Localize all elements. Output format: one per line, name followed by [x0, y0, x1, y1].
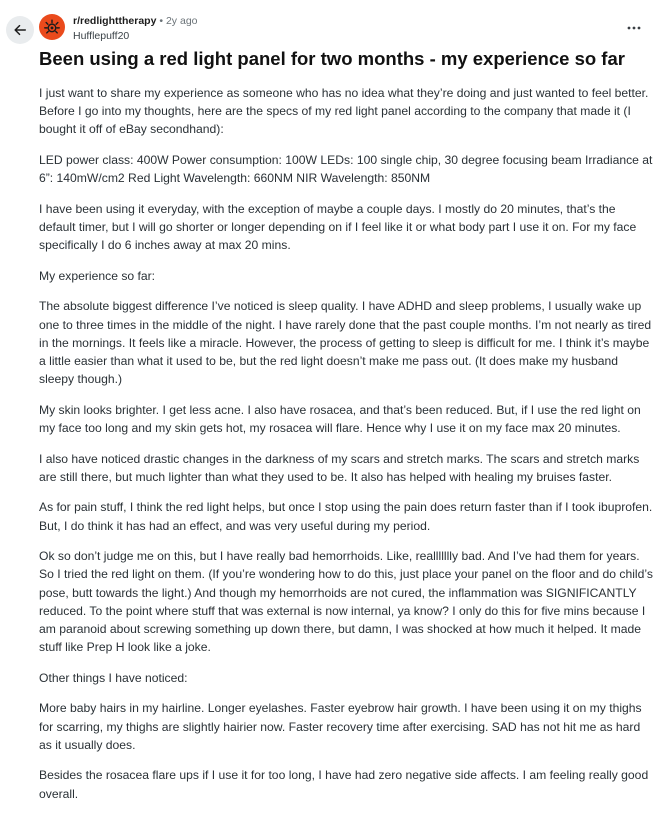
post-paragraph: Besides the rosacea flare ups if I use it for too long, I have had zero negative side affects. I am feeling really good overall. [39, 768, 649, 801]
post-meta [73, 15, 198, 43]
subreddit-link[interactable]: r/redlighttherapy [73, 15, 157, 27]
post-paragraph: More baby hairs in my hairline. Longer eyelashes. Faster eyebrow hair growth. I have been using it on my thighs for scarring, my thighs are slightly hairier now. Faster recovery time after exercising. SAD has not hit me as hard as it usually does. [39, 701, 642, 752]
post-paragraph: LED power class: 400W Power consumption: 100W LEDs: 100 single chip, 30 degree focusing beam Irradiance at 6”: 140mW/cm2 Red Light Wavelength: 660NM NIR Wavelength: 850NM [39, 153, 653, 186]
subreddit-avatar-icon [43, 18, 61, 36]
arrow-left-icon [13, 23, 27, 37]
post-age: 2y ago [165, 15, 198, 27]
post-paragraph: I also have noticed drastic changes in the darkness of my scars and stretch marks. The scars and stretch marks are still there, but much lighter than what they used to be. It also has helped with healing my bruises faster. [39, 451, 640, 484]
post-body [39, 84, 653, 815]
more-options-button[interactable] [623, 20, 645, 36]
subreddit-avatar[interactable] [39, 14, 65, 40]
meta-separator: • [159, 15, 164, 27]
post-title: Been using a red light panel for two months - my experience so far [39, 48, 625, 69]
post-paragraph: As for pain stuff, I think the red light helps, but once I stop using the pain does return faster than if I took ibuprofen. But, I do think it has had an effect, and was very useful during my period. [39, 500, 653, 533]
post-paragraph: Other things I have noticed: [39, 670, 188, 685]
back-button[interactable] [6, 16, 34, 44]
post-paragraph: The absolute biggest difference I’ve noticed is sleep quality. I have ADHD and sleep problems, I usually wake up one to three times in the middle of the night. I have rarely done that the past couple months. I’m not nearly as tired in the mornings. It feels like a miracle. However, the process of getting to sleep is difficult for me. I think it’s maybe a little easier than what it used to be, but the red light doesn’t make me pass out. (It does make my husband sleepy though.) [39, 299, 652, 387]
post-paragraph: I just want to share my experience as someone who has no idea what they’re doing and just wanted to feel better. Before I go into my thoughts, here are the specs of my red light panel according to the company that made it (I bought it off of eBay secondhand): [39, 86, 649, 137]
post-paragraph: Ok so don’t judge me on this, but I have really bad hemorrhoids. Like, reallllllly bad. And I’ve had them for years. So I tried the red light on them. (If you’re wondering how to do this, just place your panel on the floor and do child’s pose, butt towards the light.) And though my hemorrhoids are not cured, the inflammation was SIGNIFICANTLY reduced. To the point where stuff that was external is now internal, ya know? I only do this for five mins because I am paranoid about screwing something up down there, but damn, I was shocked at how much it helped. It made stuff like Prep H look like a joke. [39, 549, 653, 655]
author-link[interactable]: Hufflepuff20 [73, 30, 130, 42]
post-paragraph: I have been using it everyday, with the exception of maybe a couple days. I mostly do 20 minutes, that’s the default timer, but I will go shorter or longer depending on if I feel like it or what body part I use it on. For my face specifically I do 6 inches away at max 20 mins. [39, 201, 637, 253]
more-horizontal-icon [627, 26, 641, 30]
post-paragraph: My skin looks brighter. I get less acne. I also have rosacea, and that’s been reduced. But, if I use the red light on my face too long and my skin gets hot, my rosacea will flare. Hence why I use it on my face max 20 minutes. [39, 402, 641, 435]
post-paragraph: My experience so far: [39, 268, 156, 283]
